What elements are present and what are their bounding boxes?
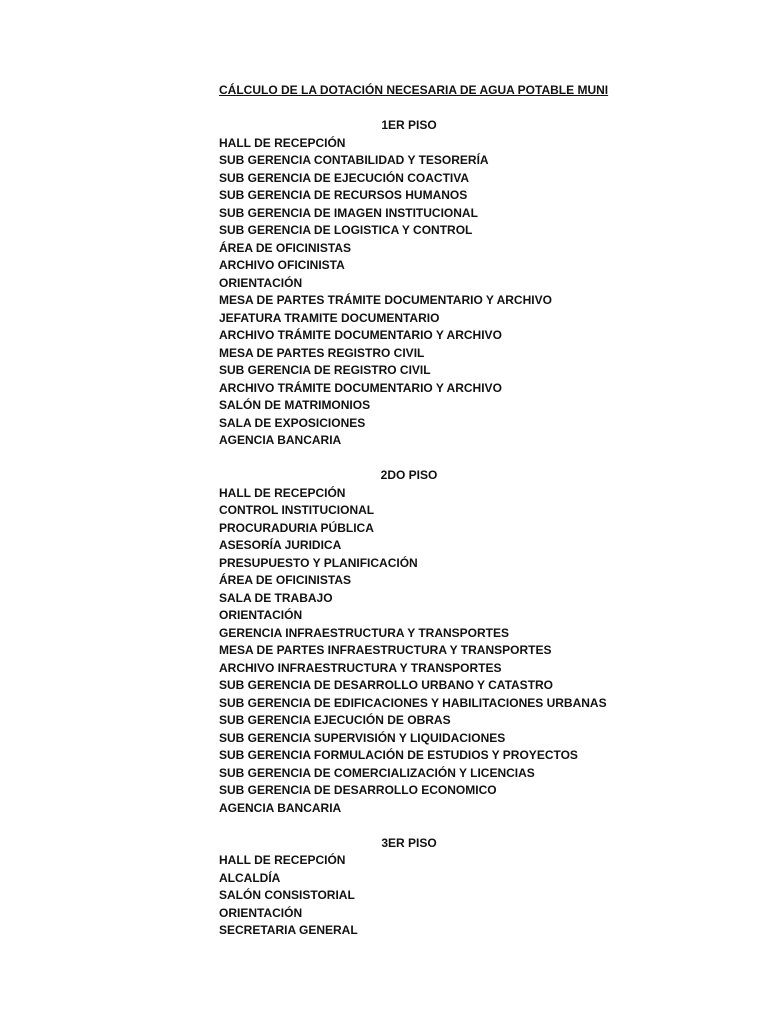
room-item: SALA DE TRABAJO <box>219 590 333 605</box>
room-item: SUB GERENCIA DE DESARROLLO ECONOMICO <box>219 783 497 797</box>
room-item: ORIENTACIÓN <box>219 608 303 622</box>
room-item: SUB GERENCIA FORMULACIÓN DE ESTUDIOS Y PROYECTOS <box>219 748 578 762</box>
room-item: ARCHIVO INFRAESTRUCTURA Y TRANSPORTES <box>219 660 502 675</box>
room-item: SUB GERENCIA DE RECURSOS HUMANOS <box>219 188 468 202</box>
room-item: MESA DE PARTES TRÁMITE DOCUMENTARIO Y ARCHIVO <box>219 293 552 307</box>
floor-section <box>219 467 639 817</box>
room-item: MESA DE PARTES INFRAESTRUCTURA Y TRANSPORTES <box>219 643 552 657</box>
room-item: HALL DE RECEPCIÓN <box>219 485 346 500</box>
room-item: SUB GERENCIA CONTABILIDAD Y TESORERÍA <box>219 153 489 167</box>
floor-heading: 2DO PISO <box>380 468 438 482</box>
room-item: ORIENTACIÓN <box>219 275 303 290</box>
room-item: SUB GERENCIA DE IMAGEN INSTITUCIONAL <box>219 205 478 220</box>
room-item: ÁREA DE OFICINISTAS <box>219 573 352 587</box>
room-item: SALÓN CONSISTORIAL <box>219 888 355 902</box>
room-item: SUB GERENCIA DE DESARROLLO URBANO Y CATASTRO <box>219 678 554 692</box>
room-item: SUB GERENCIA DE LOGISTICA Y CONTROL <box>219 223 473 237</box>
room-item: AGENCIA BANCARIA <box>219 800 342 815</box>
floor-section <box>219 835 639 940</box>
room-item: HALL DE RECEPCIÓN <box>219 853 346 867</box>
room-item: JEFATURA TRAMITE DOCUMENTARIO <box>219 310 440 325</box>
floor-section <box>219 117 639 450</box>
room-item: ARCHIVO TRÁMITE DOCUMENTARIO Y ARCHIVO <box>219 328 502 342</box>
room-item: PROCURADURIA PÚBLICA <box>219 520 374 535</box>
room-item: SALÓN DE MATRIMONIOS <box>219 398 371 412</box>
room-item: PRESUPUESTO Y PLANIFICACIÓN <box>219 555 418 570</box>
room-item: HALL DE RECEPCIÓN <box>219 135 346 150</box>
room-item: GERENCIA INFRAESTRUCTURA Y TRANSPORTES <box>219 625 510 640</box>
room-item: CONTROL INSTITUCIONAL <box>219 503 375 517</box>
floor-heading: 3ER PISO <box>381 835 437 850</box>
room-item: SALA DE EXPOSICIONES <box>219 415 366 430</box>
floor-heading: 1ER PISO <box>381 118 437 132</box>
room-item: ALCALDÍA <box>219 870 281 885</box>
room-item: ORIENTACIÓN <box>219 905 303 920</box>
room-item: SUB GERENCIA DE EDIFICACIONES Y HABILITACIONES URBANAS <box>219 695 607 710</box>
document-page <box>219 82 639 957</box>
room-item: SUB GERENCIA DE REGISTRO CIVIL <box>219 363 431 377</box>
room-item: ÁREA DE OFICINISTAS <box>219 240 352 255</box>
room-item: SUB GERENCIA DE COMERCIALIZACIÓN Y LICENCIAS <box>219 765 535 780</box>
room-item: ARCHIVO OFICINISTA <box>219 258 345 272</box>
room-item: SUB GERENCIA DE EJECUCIÓN COACTIVA <box>219 170 470 185</box>
floor-sections <box>219 117 639 940</box>
room-item: ASESORÍA JURIDICA <box>219 538 342 552</box>
document-title: CÁLCULO DE LA DOTACIÓN NECESARIA DE AGUA POTABLE MUNI <box>219 83 609 97</box>
room-item: AGENCIA BANCARIA <box>219 433 342 447</box>
room-item: SUB GERENCIA EJECUCIÓN DE OBRAS <box>219 713 451 727</box>
room-item: MESA DE PARTES REGISTRO CIVIL <box>219 345 425 360</box>
room-item: ARCHIVO TRÁMITE DOCUMENTARIO Y ARCHIVO <box>219 380 502 395</box>
room-item: SUB GERENCIA SUPERVISIÓN Y LIQUIDACIONES <box>219 730 506 745</box>
room-item: SECRETARIA GENERAL <box>219 923 358 937</box>
